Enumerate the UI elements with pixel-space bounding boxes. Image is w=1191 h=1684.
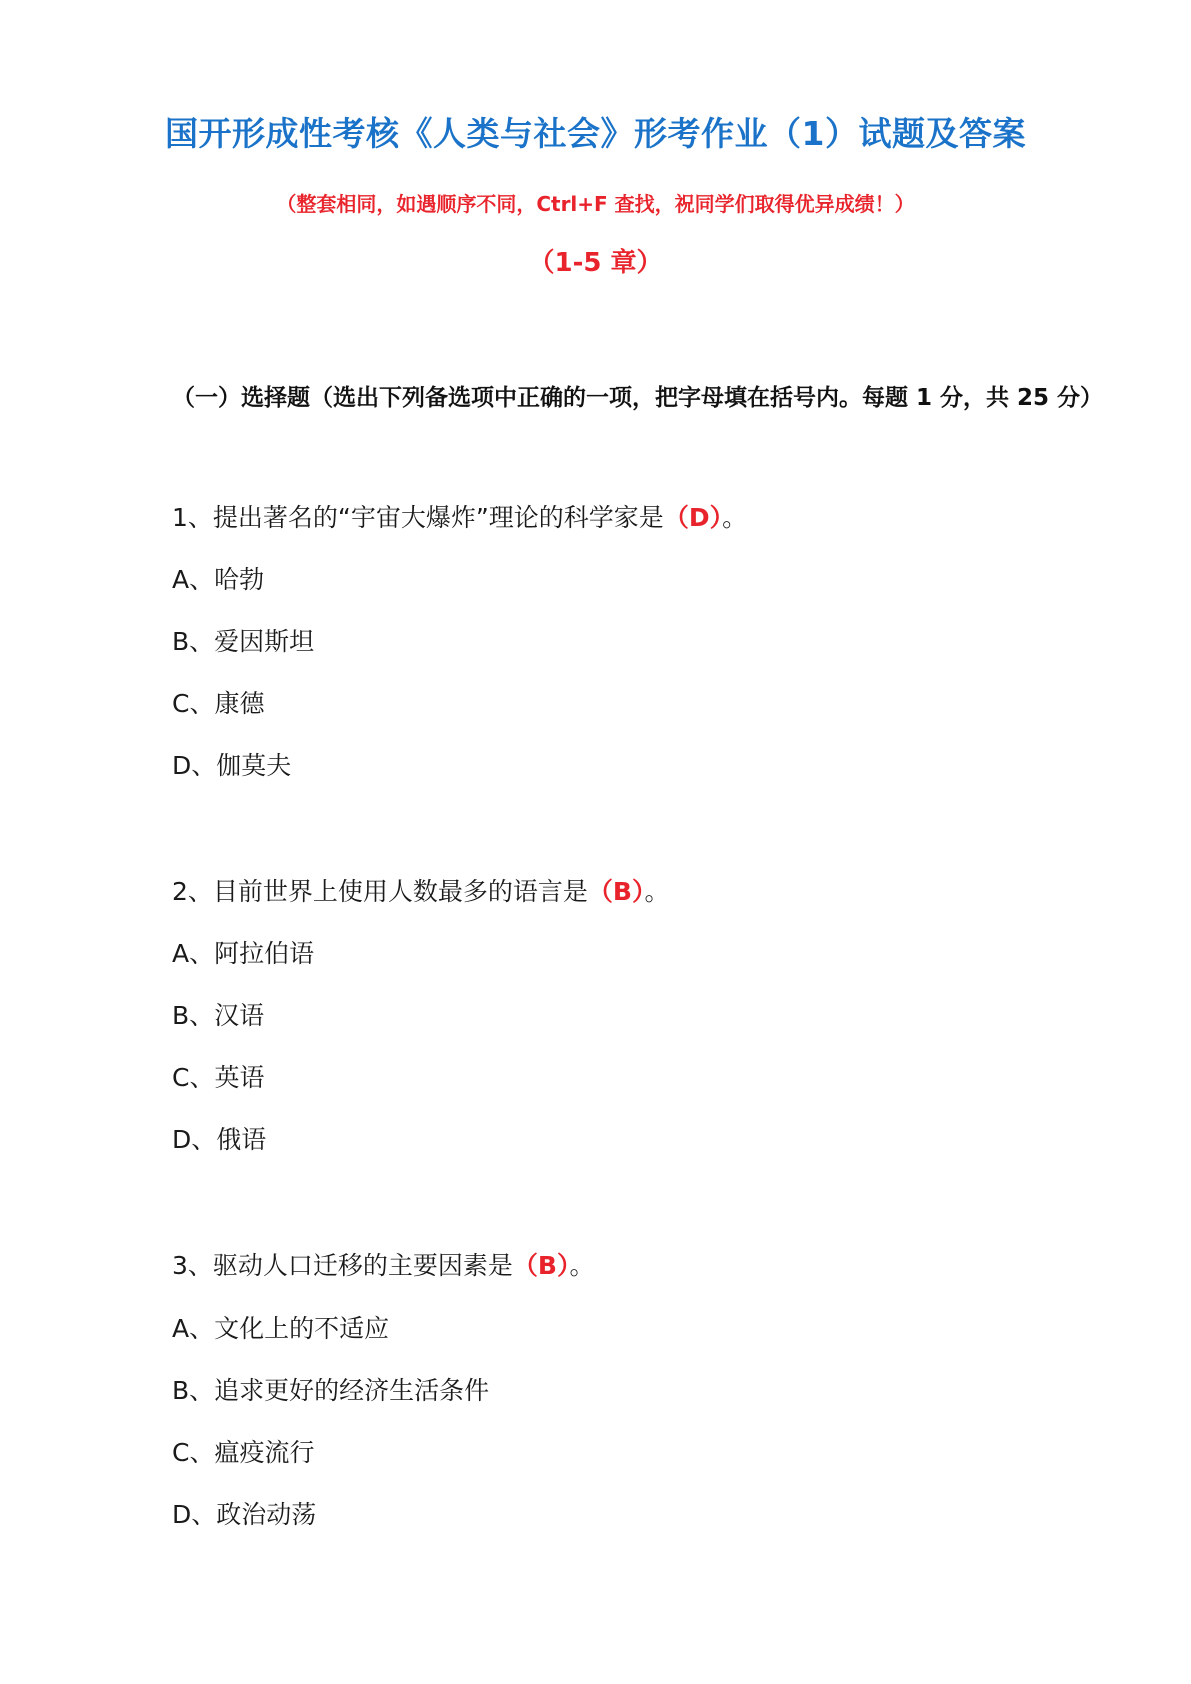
document-title: 国开形成性考核《人类与社会》形考作业（1）试题及答案: [165, 114, 1026, 153]
question-3-stem: [172, 1246, 595, 1282]
question-stem-text: 1、提出著名的“宇宙大爆炸”理论的科学家是: [172, 503, 664, 532]
section-heading: （一）选择题（选出下列备选项中正确的一项，把字母填在括号内。每题 1 分，共 25 分）: [172, 385, 1104, 411]
question-1-option-b: B、爱因斯坦: [172, 627, 315, 656]
answer-marker: （D）: [663, 503, 723, 532]
question-1-option-a: A、哈勃: [172, 565, 265, 594]
question-2-stem: [172, 872, 670, 908]
question-3-option-c: C、瘟疫流行: [172, 1438, 315, 1467]
question-1-option-c: C、康德: [172, 689, 265, 718]
question-2-option-b: B、汉语: [172, 1001, 265, 1030]
document-subtitle: （整套相同，如遇顺序不同，Ctrl+F 查找，祝同学们取得优异成绩！）: [276, 192, 915, 216]
answer-marker: （B）: [587, 877, 645, 906]
answer-marker: （B）: [512, 1251, 570, 1280]
question-end-mark: 。: [569, 1251, 595, 1280]
question-3-option-b: B、追求更好的经济生活条件: [172, 1376, 490, 1405]
question-2-option-a: A、阿拉伯语: [172, 939, 315, 968]
question-end-mark: 。: [722, 503, 748, 532]
question-2-option-d: D、俄语: [172, 1125, 267, 1154]
question-3-option-d: D、政治动荡: [172, 1500, 317, 1529]
chapter-range: （1-5 章）: [528, 248, 663, 278]
question-1-option-d: D、伽莫夫: [172, 751, 292, 780]
question-3-option-a: A、文化上的不适应: [172, 1314, 390, 1343]
question-stem-text: 2、目前世界上使用人数最多的语言是: [172, 877, 588, 906]
question-end-mark: 。: [644, 877, 670, 906]
question-2-option-c: C、英语: [172, 1063, 265, 1092]
question-stem-text: 3、驱动人口迁移的主要因素是: [172, 1251, 513, 1280]
question-1-stem: [172, 498, 747, 534]
